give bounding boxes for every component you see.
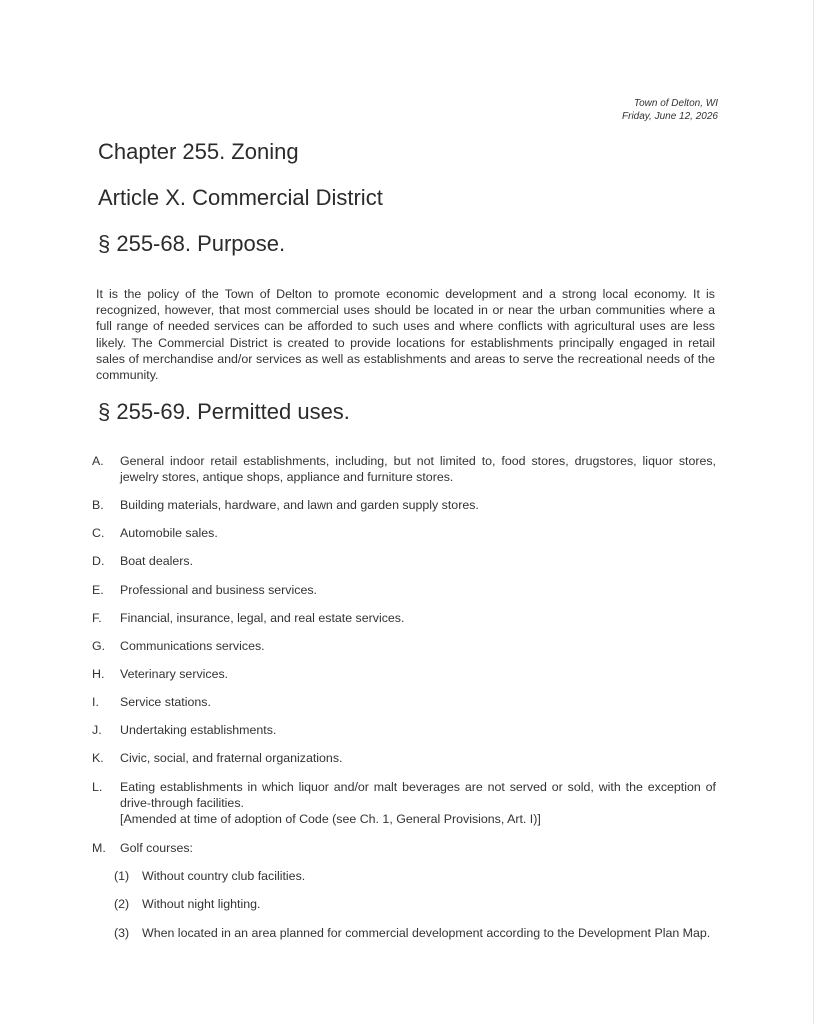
article-title: Article X. Commercial District <box>98 185 383 210</box>
list-item <box>92 553 716 569</box>
list-item-text: Automobile sales. <box>120 526 218 540</box>
list-marker: E. <box>92 583 104 597</box>
page-edge-line <box>813 0 814 1024</box>
list-item-text: Building materials, hardware, and lawn and garden supply stores. <box>120 498 479 512</box>
list-marker: M. <box>92 841 106 855</box>
list-item <box>92 638 716 654</box>
list-item <box>92 497 716 513</box>
sub-list-marker: (3) <box>114 926 130 940</box>
list-item-text: Undertaking establishments. <box>120 723 277 737</box>
sub-list-item <box>114 896 714 912</box>
sub-list-item <box>114 925 714 941</box>
list-item-text: Financial, insurance, legal, and real estate services. <box>120 611 405 625</box>
list-item-text: Civic, social, and fraternal organizations. <box>120 751 343 765</box>
sub-list-item <box>114 868 714 884</box>
list-item <box>92 779 716 827</box>
print-date: Friday, June 12, 2026 <box>622 111 718 122</box>
list-item <box>92 525 716 541</box>
chapter-title: Chapter 255. Zoning <box>98 139 299 164</box>
list-marker: L. <box>92 780 103 794</box>
list-item-text: Golf courses: <box>120 841 193 855</box>
list-item <box>92 453 716 485</box>
town-name: Town of Delton, WI <box>633 98 718 109</box>
sub-list-marker: (1) <box>114 869 130 883</box>
list-marker: K. <box>92 751 104 765</box>
sub-list-item-text: Without country club facilities. <box>142 869 306 883</box>
list-marker: A. <box>92 454 104 468</box>
list-item <box>92 610 716 626</box>
section-purpose-title: § 255-68. Purpose. <box>98 231 286 256</box>
list-marker: J. <box>92 723 102 737</box>
list-item-text: Eating establishments in which liquor and/or malt beverages are not served or sold, with the exception of drive-through facilities. <box>120 780 716 810</box>
list-item-text: Boat dealers. <box>120 554 194 568</box>
list-item-text: Service stations. <box>120 695 211 709</box>
list-item <box>92 582 716 598</box>
list-item <box>92 694 716 710</box>
list-marker: G. <box>92 639 106 653</box>
list-item <box>92 666 716 682</box>
list-item <box>92 750 716 766</box>
amendment-note: [Amended at time of adoption of Code (see Ch. 1, General Provisions, Art. I)] <box>120 812 541 826</box>
list-item-text: Veterinary services. <box>120 667 229 681</box>
sub-list-item-text: When located in an area planned for commercial development according to the Development Plan Map. <box>142 926 711 940</box>
list-item-text: Communications services. <box>120 639 265 653</box>
list-item-text: Professional and business services. <box>120 583 317 597</box>
purpose-paragraph: It is the policy of the Town of Delton to promote economic development and a strong local economy. It is recognized, however, that most commercial uses should be located in or near the urban communities where a full range of needed services can be afforded to such uses and where conflicts with agricultural uses are less likely. The Commercial District is created to provide locations for establishments principally engaged in retail sales of merchandise and/or services as well as establishments and areas to serve the recreational needs of the community. <box>96 287 715 383</box>
list-item <box>92 722 716 738</box>
list-marker: I. <box>92 695 99 709</box>
list-marker: B. <box>92 498 104 512</box>
sub-list-marker: (2) <box>114 897 130 911</box>
list-marker: F. <box>92 611 102 625</box>
document-header <box>622 97 718 123</box>
list-item-text: General indoor retail establishments, including, but not limited to, food stores, drugstores, liquor stores, jewelry stores, antique shops, appliance and furniture stores. <box>120 454 716 484</box>
list-marker: C. <box>92 526 105 540</box>
sub-list-item-text: Without night lighting. <box>142 897 261 911</box>
list-marker: H. <box>92 667 105 681</box>
list-item <box>92 840 716 856</box>
section-permitted-uses-title: § 255-69. Permitted uses. <box>98 399 350 424</box>
list-marker: D. <box>92 554 105 568</box>
